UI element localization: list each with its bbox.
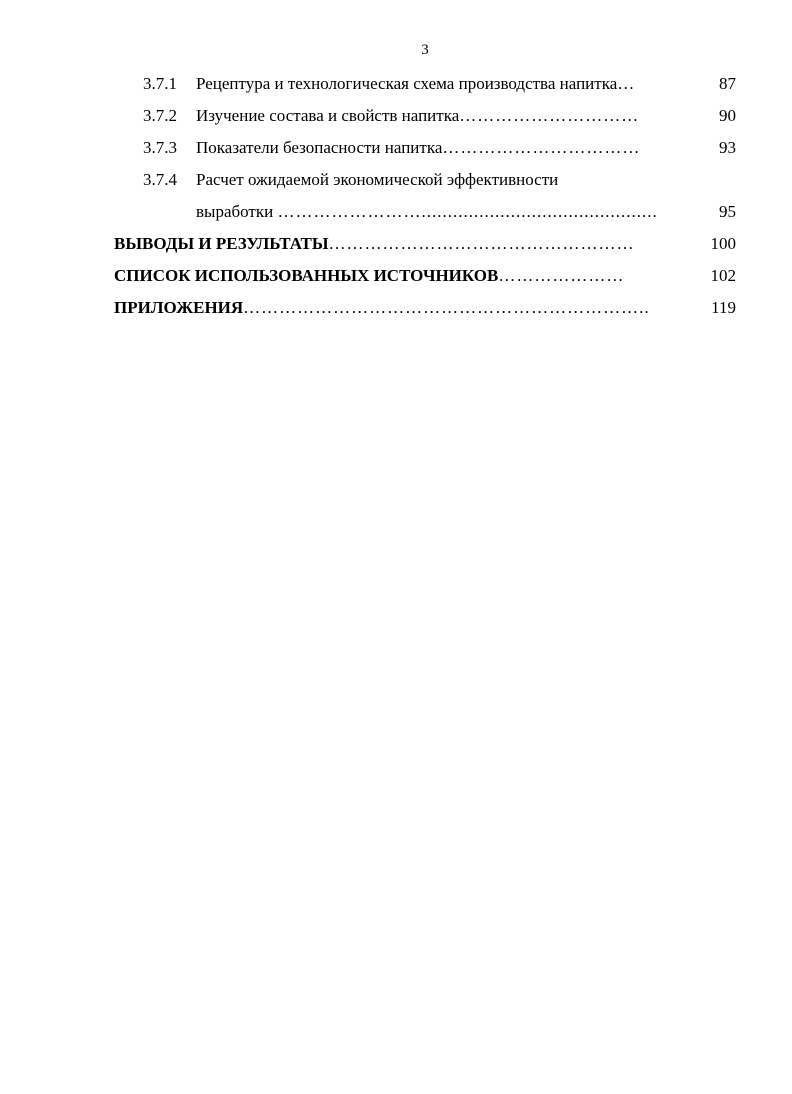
toc-entry-number: 3.7.3	[143, 138, 177, 157]
toc-section-appendices[interactable]	[0, 294, 792, 326]
toc-entry-page: 95	[719, 202, 736, 221]
toc-leader-dots: ……………………………………………	[328, 234, 635, 253]
toc-entry-title: Показатели безопасности напитка……………………………	[196, 138, 641, 157]
toc-leader-dots: …………………….............................................	[277, 202, 658, 221]
toc-entry-3-7-3[interactable]	[0, 134, 792, 166]
toc-entry-3-7-2[interactable]	[0, 102, 792, 134]
toc-section-references[interactable]	[0, 262, 792, 294]
toc-entry-title: Изучение состава и свойств напитка…………………………	[196, 106, 640, 125]
toc-entry-page: 87	[719, 74, 736, 93]
toc-section-title: СПИСОК ИСПОЛЬЗОВАННЫХ ИСТОЧНИКОВ…………………	[114, 266, 625, 285]
toc-leader-dots: ……………………………	[442, 138, 641, 157]
table-of-contents	[0, 70, 792, 326]
toc-entry-title: Рецептура и технологическая схема производства напитка…	[196, 74, 635, 93]
toc-section-page: 102	[710, 266, 736, 285]
toc-leader-dots: …………………………………………………………..	[243, 298, 650, 317]
toc-section-page: 119	[711, 298, 736, 317]
toc-entry-number: 3.7.1	[143, 74, 177, 93]
toc-entry-3-7-4[interactable]	[0, 166, 792, 198]
toc-entry-number: 3.7.2	[143, 106, 177, 125]
toc-entry-title: Расчет ожидаемой экономической эффективности	[196, 170, 559, 189]
toc-section-page: 100	[710, 234, 736, 253]
toc-entry-title: выработки …………………….............................................	[196, 202, 658, 221]
toc-section-conclusions[interactable]	[0, 230, 792, 262]
toc-section-title: ВЫВОДЫ И РЕЗУЛЬТАТЫ……………………………………………	[114, 234, 635, 253]
toc-leader-dots: …………………………	[459, 106, 640, 125]
page-number: 3	[421, 42, 429, 58]
toc-section-title: ПРИЛОЖЕНИЯ…………………………………………………………..	[114, 298, 650, 317]
toc-entry-page: 93	[719, 138, 736, 157]
toc-entry-3-7-4-continuation[interactable]	[0, 198, 792, 230]
toc-entry-page: 90	[719, 106, 736, 125]
toc-entry-number: 3.7.4	[143, 170, 177, 189]
toc-leader-dots: …………………	[498, 266, 625, 285]
toc-entry-3-7-1[interactable]	[0, 70, 792, 102]
